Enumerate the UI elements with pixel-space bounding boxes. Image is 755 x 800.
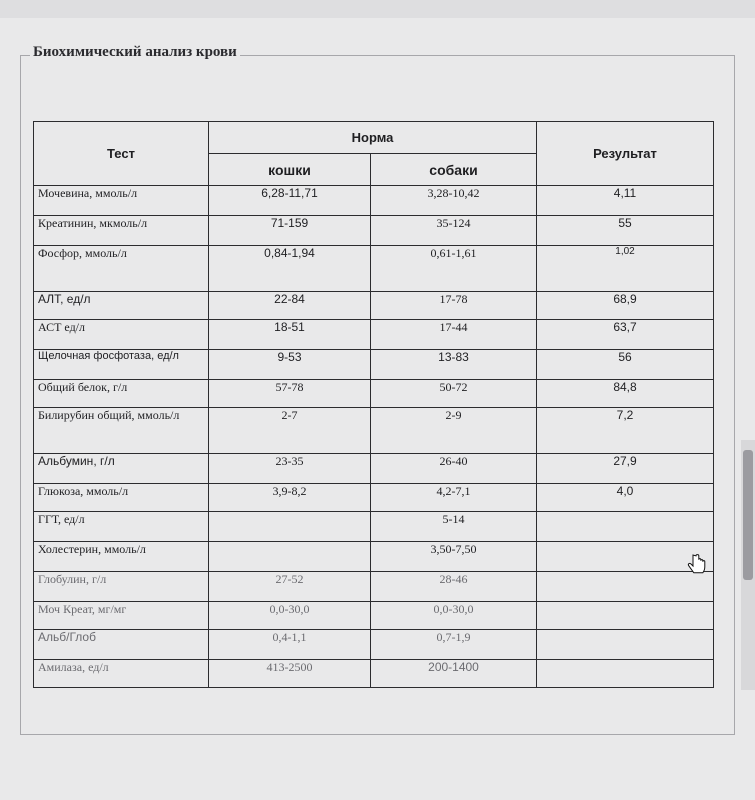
row-name: Креатинин, мкмоль/л xyxy=(34,216,209,246)
row-cats-norm: 57-78 xyxy=(209,380,371,408)
row-name: Глюкоза, ммоль/л xyxy=(34,484,209,512)
table-row xyxy=(34,246,714,292)
row-cats-norm: 0,84-1,94 xyxy=(209,246,371,292)
table-row xyxy=(34,292,714,320)
row-name: Холестерин, ммоль/л xyxy=(34,542,209,572)
row-dogs-norm: 5-14 xyxy=(371,512,537,542)
row-name: Моч Креат, мг/мг xyxy=(34,602,209,630)
row-dogs-norm: 0,7-1,9 xyxy=(371,630,537,660)
row-dogs-norm: 0,61-1,61 xyxy=(371,246,537,292)
section-title: Биохимический анализ крови xyxy=(30,44,240,61)
row-name: Щелочная фосфотаза, ед/л xyxy=(34,350,209,380)
row-dogs-norm: 4,2-7,1 xyxy=(371,484,537,512)
table-row xyxy=(34,454,714,484)
row-name: Альб/Глоб xyxy=(34,630,209,660)
row-cats-norm: 2-7 xyxy=(209,408,371,454)
hand-cursor-icon xyxy=(686,552,708,578)
row-result: 1,02 xyxy=(537,246,714,292)
header-norm: Норма xyxy=(209,122,537,154)
row-result: 4,11 xyxy=(537,186,714,216)
row-name: Фосфор, ммоль/л xyxy=(34,246,209,292)
row-result xyxy=(537,660,714,688)
table-row xyxy=(34,320,714,350)
table-row xyxy=(34,484,714,512)
row-dogs-norm: 3,28-10,42 xyxy=(371,186,537,216)
row-name: Альбумин, г/л xyxy=(34,454,209,484)
row-result: 7,2 xyxy=(537,408,714,454)
row-name: Мочевина, ммоль/л xyxy=(34,186,209,216)
row-result: 27,9 xyxy=(537,454,714,484)
table-row xyxy=(34,380,714,408)
table-row xyxy=(34,350,714,380)
header-cats: кошки xyxy=(209,154,371,186)
table-row xyxy=(34,512,714,542)
row-dogs-norm: 17-78 xyxy=(371,292,537,320)
row-result xyxy=(537,630,714,660)
row-name: АСТ ед/л xyxy=(34,320,209,350)
row-cats-norm: 3,9-8,2 xyxy=(209,484,371,512)
scrollbar-thumb[interactable] xyxy=(743,450,753,580)
table-row xyxy=(34,542,714,572)
row-dogs-norm: 28-46 xyxy=(371,572,537,602)
row-cats-norm: 0,0-30,0 xyxy=(209,602,371,630)
table-row xyxy=(34,572,714,602)
row-name: Амилаза, ед/л xyxy=(34,660,209,688)
table-row xyxy=(34,630,714,660)
header-test: Тест xyxy=(34,122,209,186)
row-dogs-norm: 3,50-7,50 xyxy=(371,542,537,572)
row-cats-norm: 413-2500 xyxy=(209,660,371,688)
row-result: 68,9 xyxy=(537,292,714,320)
table-row xyxy=(34,408,714,454)
row-cats-norm xyxy=(209,512,371,542)
row-cats-norm xyxy=(209,542,371,572)
results-table xyxy=(33,121,714,688)
row-cats-norm: 22-84 xyxy=(209,292,371,320)
row-dogs-norm: 2-9 xyxy=(371,408,537,454)
table-row xyxy=(34,660,714,688)
row-cats-norm: 71-159 xyxy=(209,216,371,246)
table-row xyxy=(34,186,714,216)
row-cats-norm: 23-35 xyxy=(209,454,371,484)
row-dogs-norm: 200-1400 xyxy=(371,660,537,688)
header-dogs: собаки xyxy=(371,154,537,186)
row-result: 4,0 xyxy=(537,484,714,512)
row-name: АЛТ, ед/л xyxy=(34,292,209,320)
row-cats-norm: 27-52 xyxy=(209,572,371,602)
row-name: ГГТ, ед/л xyxy=(34,512,209,542)
row-cats-norm: 6,28-11,71 xyxy=(209,186,371,216)
row-result xyxy=(537,512,714,542)
table-row xyxy=(34,602,714,630)
row-cats-norm: 0,4-1,1 xyxy=(209,630,371,660)
row-result: 63,7 xyxy=(537,320,714,350)
row-dogs-norm: 26-40 xyxy=(371,454,537,484)
row-result: 56 xyxy=(537,350,714,380)
row-dogs-norm: 17-44 xyxy=(371,320,537,350)
row-cats-norm: 9-53 xyxy=(209,350,371,380)
page-top-strip xyxy=(0,0,755,18)
row-result: 84,8 xyxy=(537,380,714,408)
row-dogs-norm: 13-83 xyxy=(371,350,537,380)
header-result: Результат xyxy=(537,122,714,186)
row-dogs-norm: 50-72 xyxy=(371,380,537,408)
row-name: Общий белок, г/л xyxy=(34,380,209,408)
row-name: Глобулин, г/л xyxy=(34,572,209,602)
table-row xyxy=(34,216,714,246)
row-result xyxy=(537,602,714,630)
row-name: Билирубин общий, ммоль/л xyxy=(34,408,209,454)
row-dogs-norm: 35-124 xyxy=(371,216,537,246)
row-result: 55 xyxy=(537,216,714,246)
row-cats-norm: 18-51 xyxy=(209,320,371,350)
row-dogs-norm: 0,0-30,0 xyxy=(371,602,537,630)
